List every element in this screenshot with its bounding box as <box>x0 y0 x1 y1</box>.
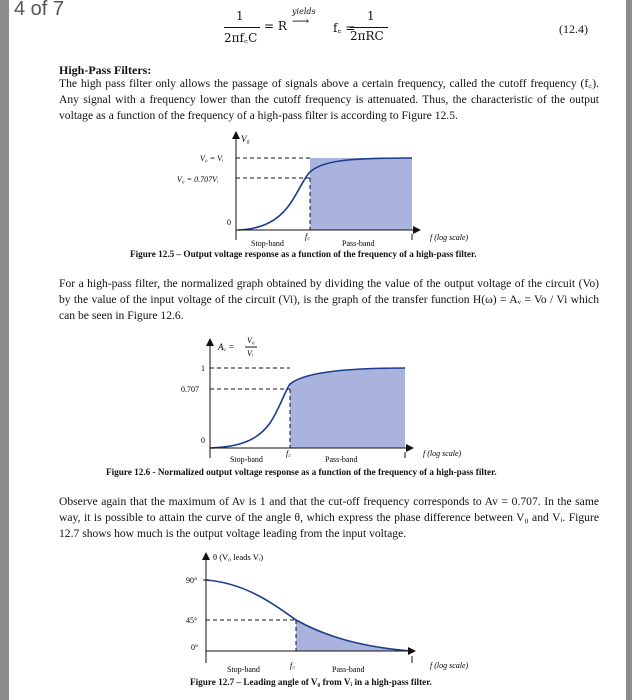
fig1-zero: 0 <box>227 218 231 227</box>
fig3-x-label: f (log scale) <box>430 661 469 670</box>
fig3-label-90: 90° <box>186 576 198 585</box>
fig2-y-arrow <box>206 338 214 346</box>
eq-lhs-denominator: 2πf꜀C <box>224 31 258 45</box>
figure-12-7 <box>0 548 632 678</box>
fig1-y-arrow <box>232 131 240 139</box>
fig2-stop-band: Stop-band <box>230 455 263 464</box>
fig2-fc-label: f꜀ <box>286 449 291 458</box>
fig3-pass-band: Pass-band <box>332 665 365 674</box>
eq-arrow: ⟶ <box>292 14 310 28</box>
fig2-x-label: f (log scale) <box>423 449 462 458</box>
fig1-fc-label: f꜀ <box>305 232 310 241</box>
fig1-caption: Figure 12.5 – Output voltage response as a function of the frequency of a high-pass filter. <box>130 249 477 259</box>
equation-12-4 <box>0 8 632 58</box>
fig3-stop-band: Stop-band <box>227 665 260 674</box>
eq-rhs-numerator: 1 <box>367 9 375 23</box>
eq-lhs-numerator: 1 <box>236 9 244 23</box>
page-counter: 4 of 7 <box>14 0 65 20</box>
fig3-label-0: 0° <box>191 643 199 652</box>
fig1-label-top: V₀ = Vᵢ <box>200 154 224 163</box>
fig2-pass-band: Pass-band <box>325 455 358 464</box>
eq-rhs-fraction-bar <box>350 27 388 28</box>
fig3-passband-fill <box>296 620 412 651</box>
fig2-passband-fill <box>290 368 405 448</box>
paragraph-transfer-function: For a high-pass filter, the normalized graph obtained by dividing the value of the output voltage of the circuit (Vo) by the value of the input voltage of the circuit (Vi), is the graph of the transfer function H(ω) = Aᵥ = Vo / Vi which can be seen in Figure 12.6. <box>59 277 599 322</box>
fig2-label-mid: 0.707 <box>181 385 199 394</box>
fig1-pass-band: Pass-band <box>342 239 375 248</box>
fig3-label-45: 45° <box>186 616 198 625</box>
fig1-label-mid: V₀ = 0.707Vᵢ <box>177 175 219 184</box>
fig1-passband-fill <box>310 158 412 230</box>
eq-equals-r: = R <box>264 19 287 33</box>
eq-lhs-fraction-bar <box>224 27 260 28</box>
fig1-x-arrow <box>413 226 421 234</box>
fig2-y-label: Aᵥ = <box>218 342 235 352</box>
eq-arrow-label: yields <box>292 7 316 16</box>
fig1-x-label: f (log scale) <box>430 233 469 242</box>
paragraph-intro: The high pass filter only allows the passage of signals above a certain frequency, called the cutoff frequency (f꜀). Any signal with a frequency lower than the cutoff frequency is attenuated. Thus, the characteristic of the output voltage as a function of the frequency of a high-pass filter is according to Figure 12.5. <box>59 77 599 122</box>
figure-12-5 <box>0 126 632 251</box>
eq-rhs-denominator: 2πRC <box>350 29 384 43</box>
fig3-y-arrow <box>202 552 210 560</box>
fig3-y-label: θ (V₀ leads Vᵢ) <box>213 552 264 562</box>
eq-fc: f꜀ = <box>333 21 356 35</box>
fig2-frac-den: Vᵢ <box>247 349 254 358</box>
paragraph-phase: Observe again that the maximum of Av is 1 and that the cut-off frequency corresponds to Av = 0.707. In the same way, it is possible to attain the curve of the angle θ, which express the phase difference between V₀ and Vᵢ. Figure 12.7 shows how much is the output voltage leading from the input voltage. <box>59 495 599 540</box>
fig2-x-arrow <box>406 444 414 452</box>
fig3-caption: Figure 12.7 – Leading angle of V₀ from Vᵢ in a high-pass filter. <box>190 677 432 687</box>
fig2-label-top: 1 <box>201 364 205 373</box>
fig2-caption: Figure 12.6 - Normalized output voltage response as a function of the frequency of a high-pass filter. <box>106 467 497 477</box>
section-heading: High-Pass Filters: <box>59 63 152 77</box>
fig1-stop-band: Stop-band <box>251 239 284 248</box>
fig2-zero: 0 <box>201 436 205 445</box>
fig3-x-arrow <box>408 647 416 655</box>
equation-number: (12.4) <box>559 22 588 36</box>
fig3-fc-label: f꜀ <box>290 661 295 670</box>
fig2-frac-num: V₀ <box>247 336 255 345</box>
figure-12-6 <box>0 328 632 468</box>
fig1-y-label: V₀ <box>241 134 250 144</box>
